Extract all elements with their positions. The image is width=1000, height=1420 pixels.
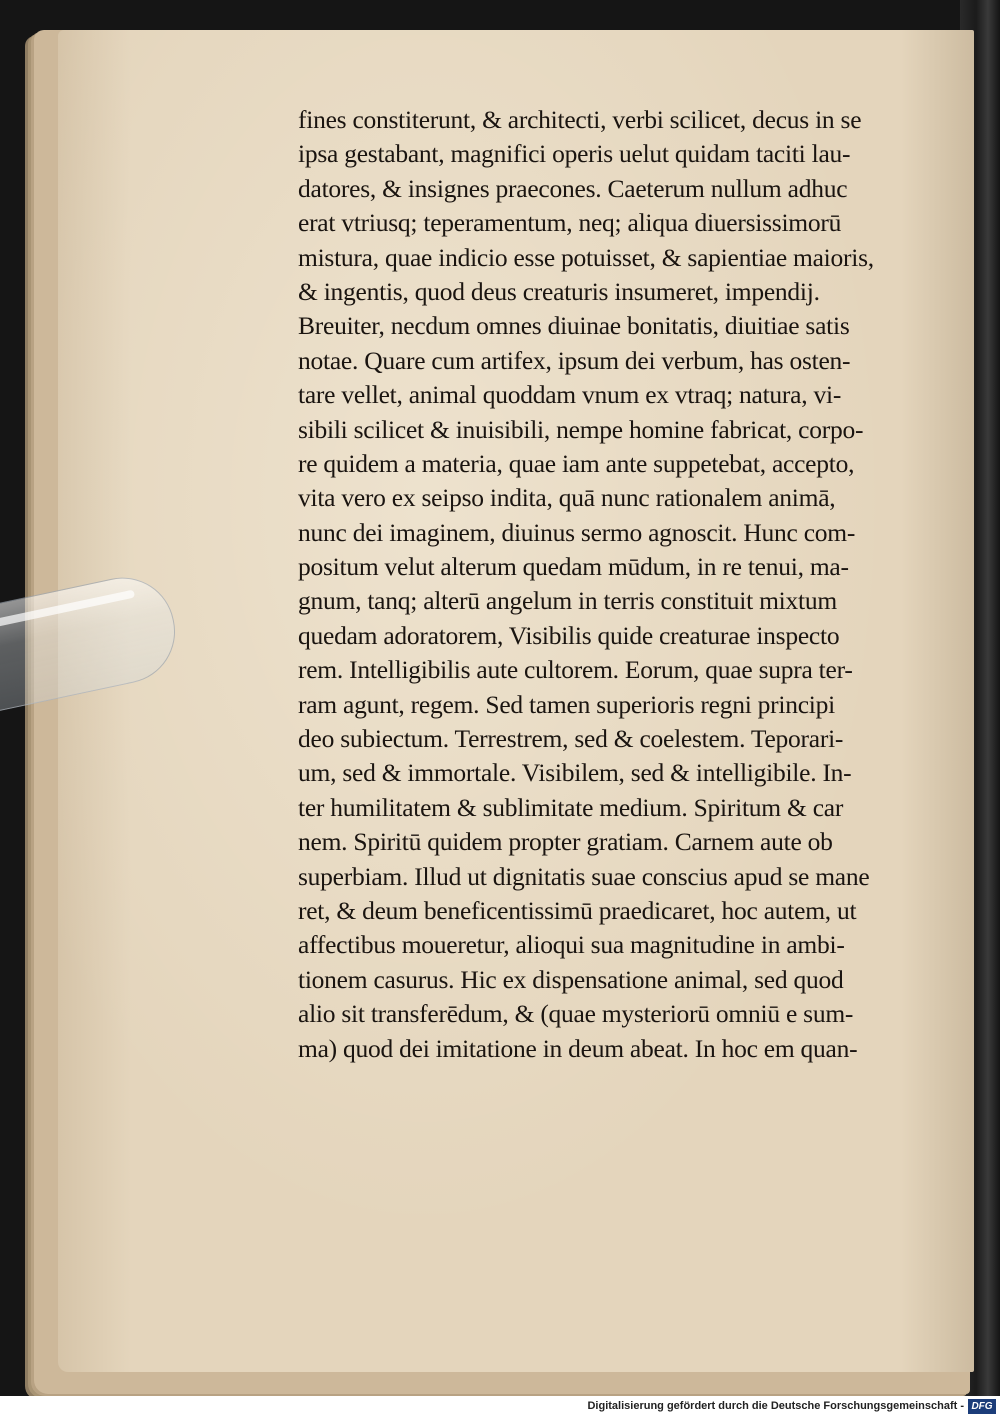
text-line: nem. Spiritū quidem propter gratiam. Carnem aute ob bbox=[298, 827, 833, 857]
page-text-block bbox=[298, 103, 938, 1066]
dfg-logo-icon: DFG bbox=[968, 1399, 996, 1414]
funding-notice: Digitalisierung gefördert durch die Deutsche Forschungsgemeinschaft - bbox=[587, 1400, 964, 1412]
text-line: fines constiterunt, & architecti, verbi scilicet, decus in se bbox=[298, 105, 862, 134]
show-through-mark bbox=[414, 1150, 474, 1174]
text-line: ipsa gestabant, magnifici operis uelut quidam taciti lau- bbox=[298, 139, 851, 169]
text-line: & ingentis, quod deus creaturis insumeret, impendij. bbox=[298, 276, 820, 306]
text-line: re quidem a materia, quae iam ante suppetebat, accepto, bbox=[298, 448, 855, 478]
text-line: tionem casurus. Hic ex dispensatione animal, sed quod bbox=[298, 964, 844, 994]
bookmark-highlight bbox=[0, 590, 135, 629]
text-line: alio sit transferēdum, & (quae mysteriorū omniū e sum- bbox=[298, 999, 854, 1029]
text-line: tare vellet, animal quoddam vnum ex vtraq; natura, vi- bbox=[298, 380, 842, 410]
text-line: superbiam. Illud ut dignitatis suae conscius apud se mane bbox=[298, 861, 870, 891]
text-line: rem. Intelligibilis aute cultorem. Eorum, quae supra ter- bbox=[298, 655, 853, 685]
text-line: sibili scilicet & inuisibili, nempe homine fabricat, corpo- bbox=[298, 414, 864, 444]
text-line: notae. Quare cum artifex, ipsum dei verbum, has osten- bbox=[298, 345, 851, 375]
text-line: affectibus moueretur, alioqui sua magnitudine in ambi- bbox=[298, 930, 845, 960]
text-line: gnum, tanq; alterū angelum in terris constituit mixtum bbox=[298, 586, 837, 616]
text-line: quedam adoratorem, Visibilis quide creaturae inspecto bbox=[298, 620, 840, 650]
footer-bar bbox=[0, 1396, 1000, 1420]
text-line: datores, & insignes praecones. Caeterum nullum adhuc bbox=[298, 173, 848, 203]
text-line: vita vero ex seipso indita, quā nunc rationalem animā, bbox=[298, 483, 836, 513]
text-line: positum velut alterum quedam mūdum, in re tenui, ma- bbox=[298, 552, 849, 582]
text-line: erat vtriusq; teperamentum, neq; aliqua diuersissimorū bbox=[298, 208, 842, 238]
text-line: nunc dei imaginem, diuinus sermo agnoscit. Hunc com- bbox=[298, 517, 856, 547]
text-line: ram agunt, regem. Sed tamen superioris regni principi bbox=[298, 689, 835, 719]
text-line: um, sed & immortale. Visibilem, sed & intelligibile. In- bbox=[298, 758, 852, 788]
text-line: deo subiectum. Terrestrem, sed & coelestem. Teporari- bbox=[298, 724, 844, 754]
text-line: ma) quod dei imitatione in deum abeat. In hoc em quan- bbox=[298, 1033, 858, 1063]
text-line: ret, & deum beneficentissimū praedicaret, hoc autem, ut bbox=[298, 895, 857, 925]
text-line: ter humilitatem & sublimitate medium. Spiritum & car bbox=[298, 792, 844, 822]
text-line: mistura, quae indicio esse potuisset, & sapientiae maioris, bbox=[298, 242, 874, 272]
text-line: Breuiter, necdum omnes diuinae bonitatis, diuitiae satis bbox=[298, 311, 850, 341]
